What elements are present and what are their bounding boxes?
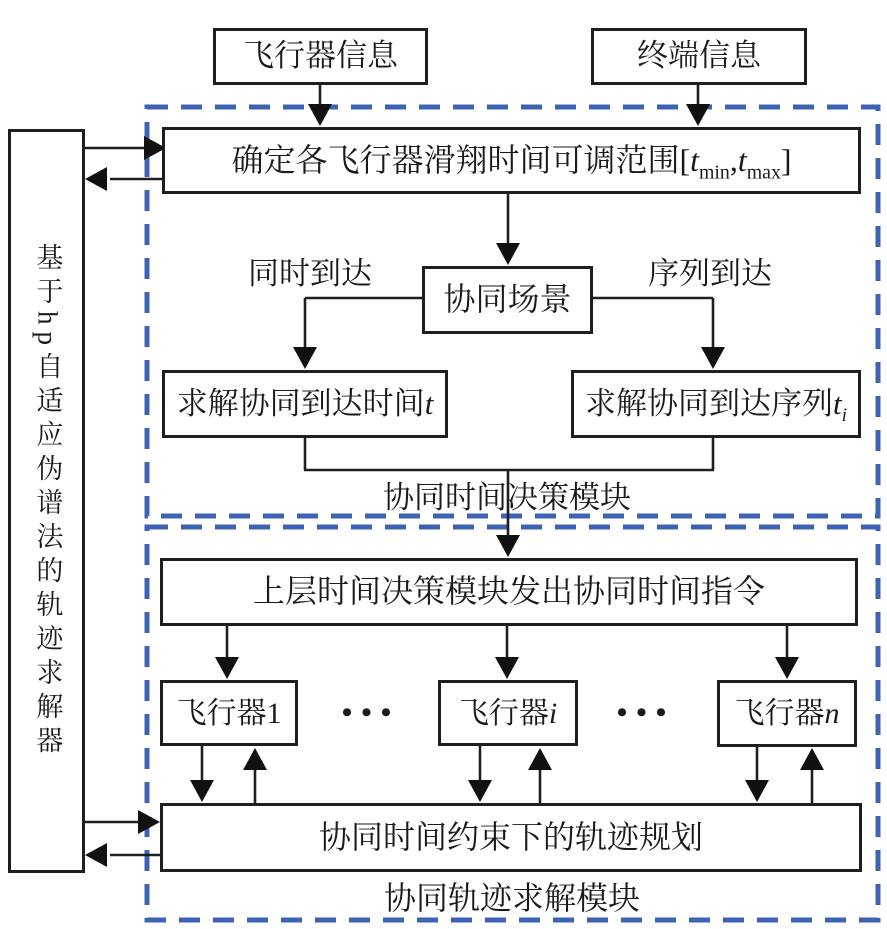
aircraft-info-box — [213, 28, 428, 85]
vehicle-n-label: 飞行器n — [734, 697, 840, 730]
vehicle-1-label: 飞行器1 — [176, 696, 282, 730]
terminal-info-label: 终端信息 — [637, 38, 761, 74]
vehicle-i-label: 飞行器i — [458, 696, 558, 730]
vehicle-1-box — [160, 680, 298, 746]
time-decision-module-label: 协同时间决策模块 — [383, 479, 631, 515]
vehicle-n-box — [717, 680, 857, 747]
glide-time-range-box — [162, 127, 861, 194]
coordination-scenario-label: 协同场景 — [443, 281, 572, 318]
solve-arrival-time-box — [162, 370, 448, 438]
glide-time-range-text: 确定各飞行器滑翔时间可调范围$[t_{min},t_{max}]$ — [231, 141, 792, 184]
ellipsis-left: ••• — [341, 696, 401, 729]
vehicle-i-box — [438, 680, 578, 746]
upper-command-box — [160, 558, 858, 626]
solver-panel-label: 基于hp自适应伪谱法的轨迹求解器 — [32, 242, 63, 760]
ellipsis-right: ••• — [616, 696, 676, 729]
terminal-info-box — [591, 28, 807, 85]
upper-command-label: 上层时间决策模块发出协同时间指令 — [252, 573, 765, 610]
simultaneous-arrival-label: 同时到达 — [248, 255, 372, 291]
trajectory-planning-label: 协同时间约束下的轨迹规划 — [318, 818, 703, 855]
sequential-arrival-label: 序列到达 — [648, 255, 772, 291]
coordination-scenario-box — [422, 266, 593, 334]
trajectory-module-label: 协同轨迹求解模块 — [384, 880, 641, 916]
solve-arrival-sequence-text: 求解协同到达序列$t_i$ — [585, 385, 847, 427]
solve-arrival-sequence-box — [571, 370, 861, 438]
trajectory-planning-box — [160, 803, 862, 872]
solver-panel — [8, 129, 85, 873]
solve-arrival-time-text: 求解协同到达时间t — [176, 385, 434, 421]
aircraft-info-label: 飞行器信息 — [243, 38, 398, 74]
